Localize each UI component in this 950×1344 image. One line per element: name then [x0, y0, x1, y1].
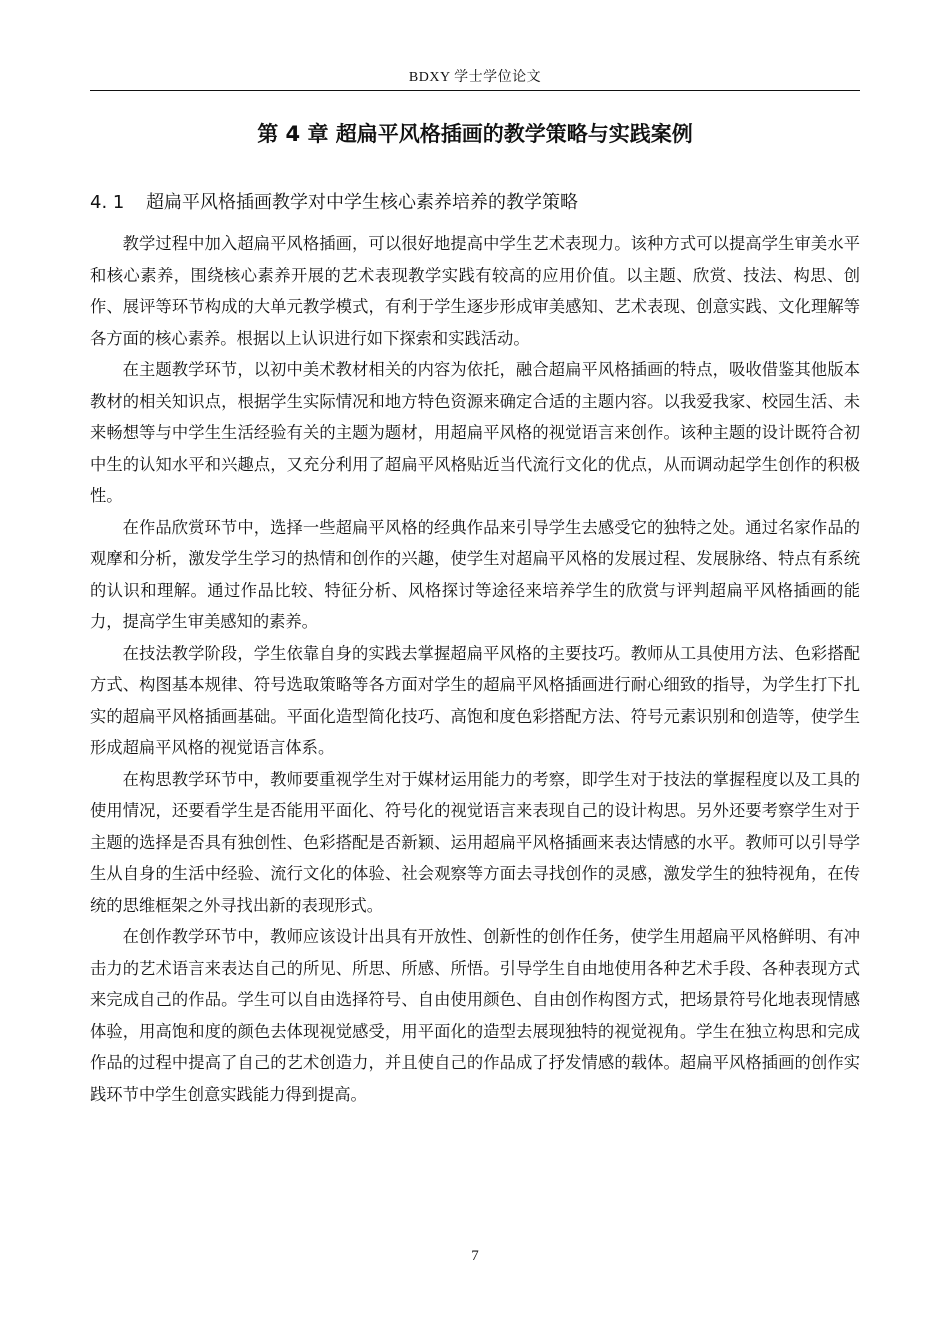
paragraph: 在创作教学环节中，教师应该设计出具有开放性、创新性的创作任务，使学生用超扁平风格鲜明、有冲击力的艺术语言来表达自己的所见、所思、所感、所悟。引导学生自由地使用各种艺术手段、各种表现方式来完成自己的作品。学生可以自由选择符号、自由使用颜色、自由创作构图方式，把场景符号化地表现情感体验，用高饱和度的颜色去体现视觉感受，用平面化的造型去展现独特的视觉视角。学生在独立构思和完成作品的过程中提高了自己的艺术创造力，并且使自己的作品成了抒发情感的载体。超扁平风格插画的创作实践环节中学生创意实践能力得到提高。: [90, 927, 860, 1104]
paragraph: 在主题教学环节，以初中美术教材相关的内容为依托，融合超扁平风格插画的特点，吸收借鉴其他版本教材的相关知识点，根据学生实际情况和地方特色资源来确定合适的主题内容。以我爱我家、校园生活、未来畅想等与中学生生活经验有关的主题为题材，用超扁平风格的视觉语言来创作。该种主题的设计既符合初中生的认知水平和兴趣点，又充分利用了超扁平风格贴近当代流行文化的优点，从而调动起学生创作的积极性。: [90, 360, 860, 505]
page-number: 7: [471, 1248, 479, 1264]
section-number: 4. 1: [90, 192, 125, 213]
header-rule: [90, 90, 860, 91]
section-title: 超扁平风格插画教学对中学生核心素养培养的教学策略: [146, 192, 578, 213]
chapter-title: 第 4 章 超扁平风格插画的教学策略与实践案例: [257, 122, 693, 146]
paragraph: 在技法教学阶段，学生依靠自身的实践去掌握超扁平风格的主要技巧。教师从工具使用方法、色彩搭配方式、构图基本规律、符号选取策略等各方面对学生的超扁平风格插画进行耐心细致的指导，为学生打下扎实的超扁平风格插画基础。平面化造型简化技巧、高饱和度色彩搭配方法、符号元素识别和创造等，使学生形成超扁平风格的视觉语言体系。: [90, 643, 860, 757]
section-heading: [90, 188, 860, 214]
running-header: BDXY 学士学位论文: [408, 70, 542, 85]
body-text: [90, 228, 860, 1110]
paragraph: 在构思教学环节中，教师要重视学生对于媒材运用能力的考察，即学生对于技法的掌握程度以及工具的使用情况，还要看学生是否能用平面化、符号化的视觉语言来表现自己的设计构思。另外还要考察学生对于主题的选择是否具有独创性、色彩搭配是否新颖、运用超扁平风格插画来表达情感的水平。教师可以引导学生从自身的生活中经验、流行文化的体验、社会观察等方面去寻找创作的灵感，激发学生的独特视角，在传统的思维框架之外寻找出新的表现形式。: [90, 769, 860, 915]
paragraph: 在作品欣赏环节中，选择一些超扁平风格的经典作品来引导学生去感受它的独特之处。通过名家作品的观摩和分析，激发学生学习的热情和创作的兴趣，使学生对超扁平风格的发展过程、发展脉络、特点有系统的认识和理解。通过作品比较、特征分析、风格探讨等途径来培养学生的欣赏与评判超扁平风格插画的能力，提高学生审美感知的素养。: [90, 517, 860, 631]
paragraph: 教学过程中加入超扁平风格插画，可以很好地提高中学生艺术表现力。该种方式可以提高学生审美水平和核心素养，围绕核心素养开展的艺术表现教学实践有较高的应用价值。以主题、欣赏、技法、构思、创作、展评等环节构成的大单元教学模式，有利于学生逐步形成审美感知、艺术表现、创意实践、文化理解等各方面的核心素养。根据以上认识进行如下探索和实践活动。: [90, 234, 860, 348]
